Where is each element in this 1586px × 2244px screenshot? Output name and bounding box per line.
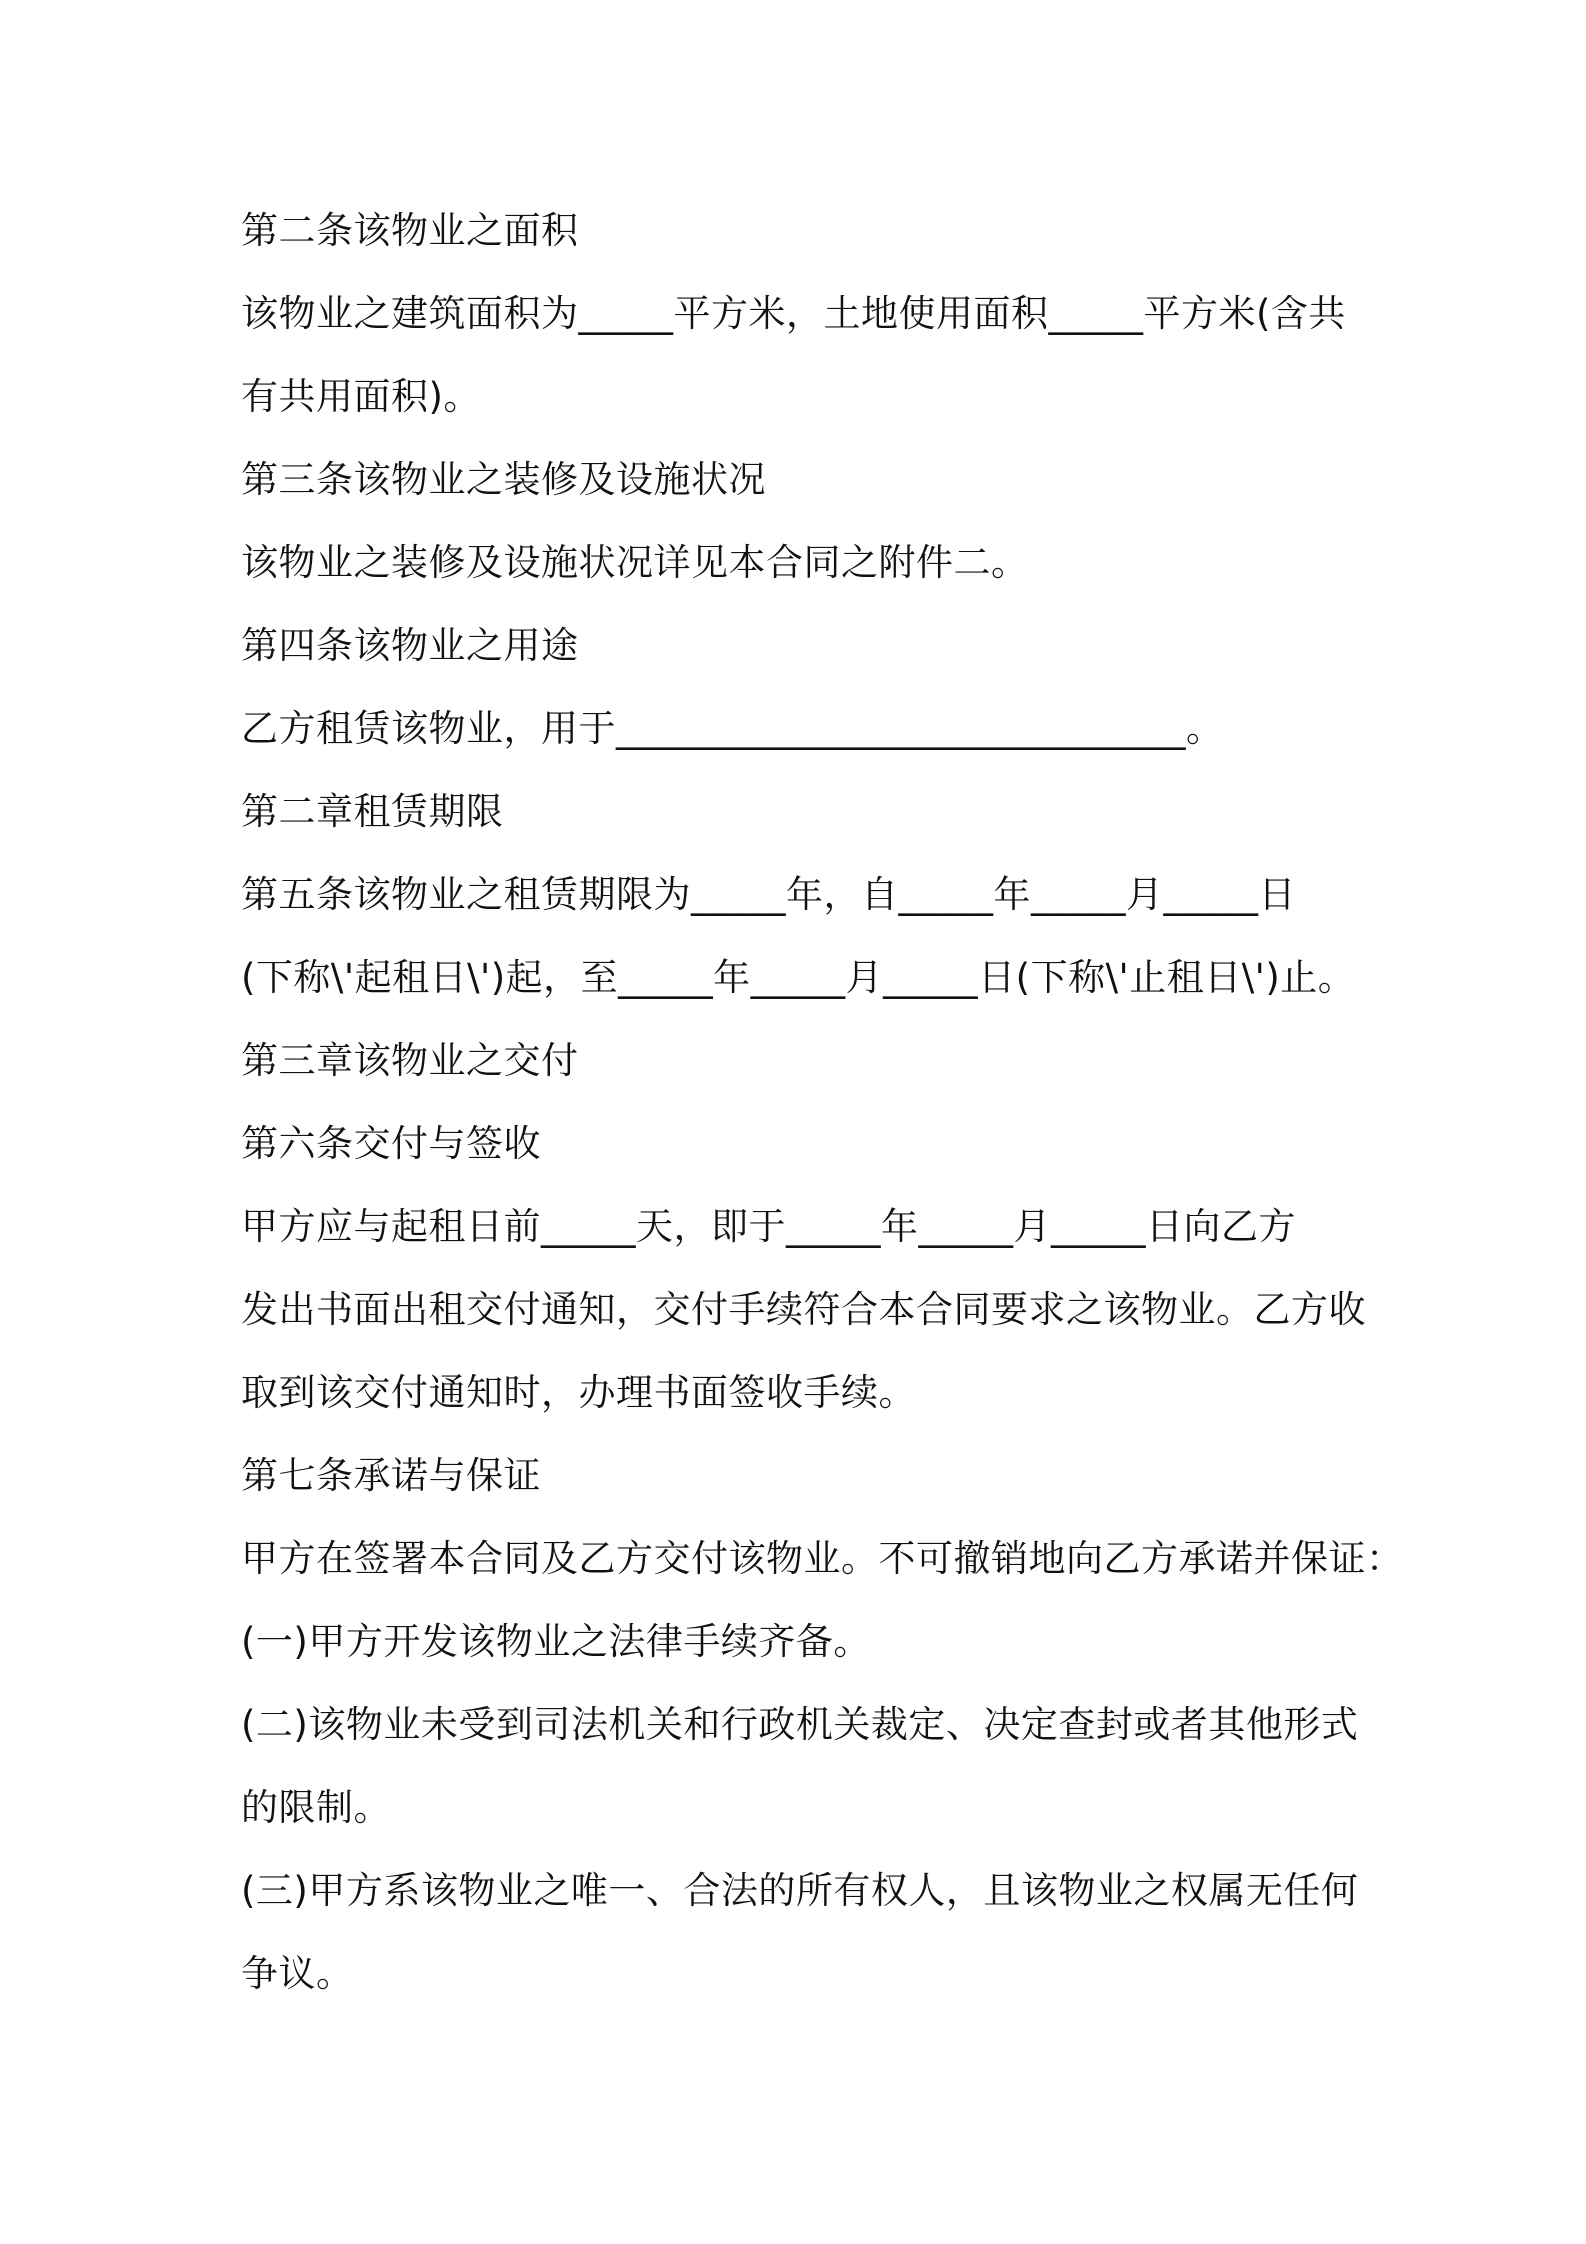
article-7-heading: 第七条承诺与保证 (241, 1454, 541, 1497)
article-6-heading: 第六条交付与签收 (241, 1122, 541, 1165)
chapter-3-heading: 第三章该物业之交付 (241, 1039, 579, 1082)
article-7-text: 甲方在签署本合同及乙方交付该物业。不可撤销地向乙方承诺并保证： (241, 1537, 1404, 1580)
article-5-text-line-1: 第五条该物业之租赁期限为_____年，自_____年_____月_____日 (241, 873, 1296, 916)
article-2-heading: 第二条该物业之面积 (241, 209, 579, 252)
clause-3-line-2: 争议。 (241, 1952, 354, 1995)
clause-2-line-2: 的限制。 (241, 1786, 391, 1829)
article-3-text: 该物业之装修及设施状况详见本合同之附件二。 (241, 541, 1029, 584)
article-3-heading: 第三条该物业之装修及设施状况 (241, 458, 766, 501)
article-2-text-line-1: 该物业之建筑面积为_____平方米，土地使用面积_____平方米(含共 (241, 292, 1346, 335)
clause-2-line-1: (二)该物业未受到司法机关和行政机关裁定、决定查封或者其他形式 (241, 1703, 1359, 1746)
article-6-text-line-2: 发出书面出租交付通知，交付手续符合本合同要求之该物业。乙方收 (241, 1288, 1366, 1331)
article-6-text-line-1: 甲方应与起租日前_____天，即于_____年_____月_____日向乙方 (241, 1205, 1296, 1248)
article-4-text: 乙方租赁该物业，用于______________________________。 (241, 707, 1224, 750)
article-2-text-line-2: 有共用面积)。 (241, 375, 481, 418)
article-6-text-line-3: 取到该交付通知时，办理书面签收手续。 (241, 1371, 916, 1414)
clause-3-line-1: (三)甲方系该物业之唯一、合法的所有权人，且该物业之权属无任何 (241, 1869, 1359, 1912)
article-5-text-line-2: (下称\'起租日\')起，至_____年_____月_____日(下称\'止租日\')止。 (241, 956, 1356, 999)
chapter-2-heading: 第二章租赁期限 (241, 790, 504, 833)
article-4-heading: 第四条该物业之用途 (241, 624, 579, 667)
clause-1: (一)甲方开发该物业之法律手续齐备。 (241, 1620, 871, 1663)
